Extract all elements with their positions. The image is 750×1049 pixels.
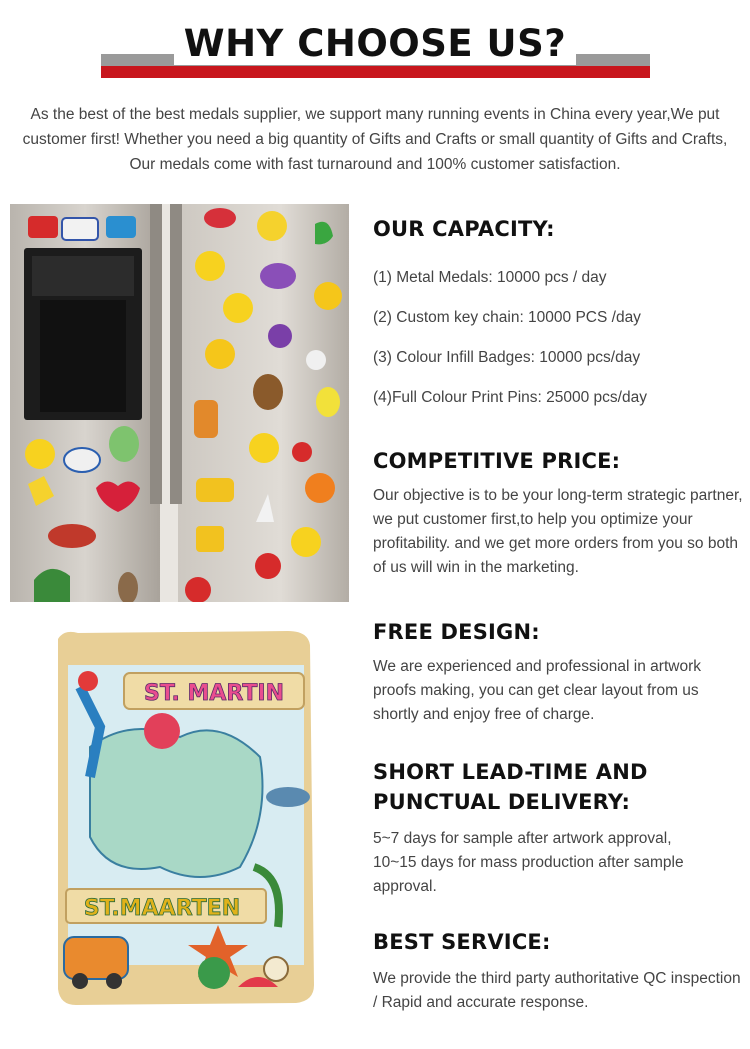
page-header [0, 0, 750, 80]
capacity-item: (1) Metal Medals: 10000 pcs / day [373, 269, 607, 286]
capacity-section [373, 214, 745, 244]
design-heading: FREE DESIGN: [373, 620, 540, 644]
design-text: We are experienced and professional in artwork proofs making, you can get clear layout from us shortly and enjoy free of charge. [373, 658, 701, 723]
intro-text: As the best of the best medals supplier, we support many running events in China every year,We put customer first! Whether you need a big quantity of Gifts and Crafts or small quantity of Gifts and Crafts, Our medals come with fast turnaround and 100% customer satisfaction. [22, 106, 728, 173]
price-text: Our objective is to be your long-term strategic partner, we put customer first,to help you optimize your profitability. and we get more orders from you so both of us will win in the marketing. [373, 487, 743, 576]
st-martin-banner-text: ST. MARTIN [143, 681, 285, 706]
leadtime-sample-text: 5~7 days for sample after artwork approval, [373, 830, 672, 847]
leadtime-heading-line2: PUNCTUAL DELIVERY: [373, 790, 631, 814]
leadtime-production-text: 10~15 days for mass production after sample approval. [373, 854, 684, 895]
fridge-magnets-photo [10, 204, 349, 602]
souvenir-magnet-photo [50, 627, 320, 1015]
service-text: We provide the third party authoritative QC inspection / Rapid and accurate response. [373, 970, 741, 1011]
capacity-item: (3) Colour Infill Badges: 10000 pcs/day [373, 349, 641, 366]
capacity-list [373, 268, 745, 428]
service-heading: BEST SERVICE: [373, 930, 551, 954]
capacity-item: (4)Full Colour Print Pins: 25000 pcs/day [373, 389, 647, 406]
service-section [373, 927, 745, 1015]
design-section [373, 617, 745, 727]
leadtime-heading-line1: SHORT LEAD-TIME AND [373, 760, 648, 784]
title-underline-red [101, 66, 650, 78]
price-section [373, 446, 745, 580]
capacity-heading: OUR CAPACITY: [373, 217, 555, 241]
leadtime-section [373, 757, 745, 899]
price-heading: COMPETITIVE PRICE: [373, 449, 621, 473]
st-maarten-banner-text: ST.MAARTEN [83, 896, 241, 921]
page-title: WHY CHOOSE US? [0, 22, 750, 65]
capacity-item: (2) Custom key chain: 10000 PCS /day [373, 309, 641, 326]
